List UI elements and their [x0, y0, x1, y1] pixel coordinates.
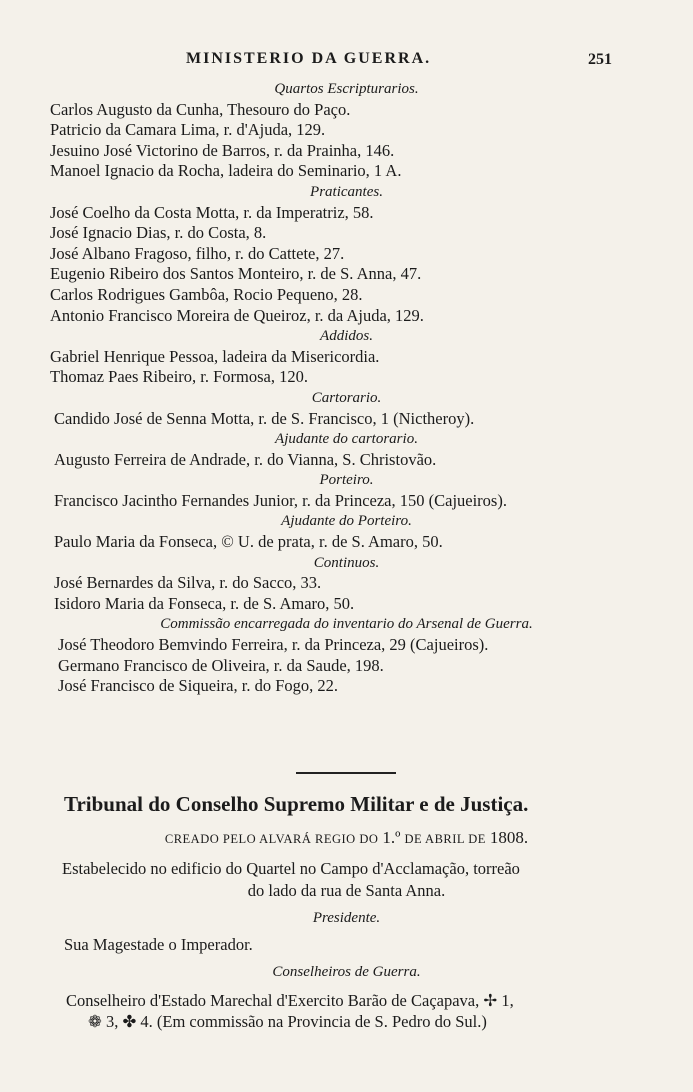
staff-entry: José Francisco de Siqueira, r. do Fogo, 22. [58, 676, 339, 696]
staff-entry: Francisco Jacintho Fernandes Junior, r. da Princeza, 150 (Cajueiros). [54, 490, 507, 510]
staff-entry: Patricio da Camara Lima, r. d'Ajuda, 129. [50, 120, 326, 140]
established-line-1: Estabelecido no edificio do Quartel no Campo d'Acclamação, torreão [62, 859, 520, 878]
conselheiros-label: Conselheiros de Guerra. [272, 964, 421, 980]
category-heading: Porteiro. [319, 472, 374, 489]
category-heading: Quartos Escripturarios. [274, 81, 419, 97]
category-heading: Praticantes. [310, 183, 383, 200]
staff-entry: Jesuino José Victorino de Barros, r. da Prainha, 146. [50, 140, 395, 160]
staff-entry: José Coelho da Costa Motta, r. da Imperatriz, 58. [50, 202, 374, 222]
running-header [0, 50, 693, 74]
staff-entry: Carlos Augusto da Cunha, Thesouro do Paço. [50, 99, 351, 119]
presidente-name: Sua Magestade o Imperador. [64, 935, 253, 954]
created-year: 1808. [489, 828, 529, 847]
page-number: 251 [588, 51, 612, 68]
staff-entry: José Bernardes da Silva, r. do Sacco, 33. [54, 573, 322, 593]
conselheiro-line-1: Conselheiro d'Estado Marechal d'Exercito Barão de Caçapava, ✢ 1, [66, 991, 514, 1010]
header-title: MINISTERIO DA GUERRA. [186, 50, 432, 67]
presidente-label: Presidente. [312, 910, 381, 926]
created-prefix: CREADO PELO ALVARÁ REGIO DO [164, 832, 379, 846]
staff-listing [0, 79, 693, 697]
category-heading: Ajudante do Porteiro. [281, 513, 412, 530]
tribunal-title: Tribunal do Conselho Supremo Militar e de Justiça. [64, 792, 529, 816]
conselheiro-line-2: ❁ 3, ✤ 4. (Em commissão na Provincia de S. Pedro do Sul.) [88, 1012, 487, 1031]
staff-entry: José Ignacio Dias, r. do Costa, 8. [50, 223, 267, 243]
staff-entry: Manoel Ignacio da Rocha, ladeira do Seminario, 1 A. [50, 161, 402, 181]
created-mid: DE ABRIL DE [404, 832, 486, 846]
category-heading: Cartorario. [311, 389, 382, 406]
category-heading: Commissão encarregada do inventario do Arsenal de Guerra. [160, 616, 533, 633]
staff-entry: Germano Francisco de Oliveira, r. da Saude, 198. [58, 655, 384, 675]
created-day: 1.º [382, 828, 401, 847]
category-heading: Ajudante do cartorario. [275, 431, 418, 448]
staff-entry: Carlos Rodrigues Gambôa, Rocio Pequeno, 28. [50, 284, 363, 304]
staff-entry: Candido José de Senna Motta, r. de S. Francisco, 1 (Nictheroy). [54, 408, 475, 428]
category-heading: Addidos. [320, 328, 373, 345]
section-divider [296, 772, 396, 774]
staff-entry: Gabriel Henrique Pessoa, ladeira da Misericordia. [50, 346, 380, 366]
staff-entry: Isidoro Maria da Fonseca, r. de S. Amaro, 50. [54, 593, 355, 613]
staff-entry: Eugenio Ribeiro dos Santos Monteiro, r. de S. Anna, 47. [50, 264, 422, 284]
staff-entry: Augusto Ferreira de Andrade, r. do Vianna, S. Christovão. [54, 449, 437, 469]
category-heading: Continuos. [313, 554, 380, 571]
staff-entry: Antonio Francisco Moreira de Queiroz, r. da Ajuda, 129. [50, 305, 424, 325]
staff-entry: José Theodoro Bemvindo Ferreira, r. da Princeza, 29 (Cajueiros). [58, 635, 489, 655]
staff-entry: Paulo Maria da Fonseca, © U. de prata, r. de S. Amaro, 50. [54, 532, 443, 552]
staff-entry: Thomaz Paes Ribeiro, r. Formosa, 120. [50, 367, 309, 387]
tribunal-created-line [0, 828, 693, 848]
staff-entry: José Albano Fragoso, filho, r. do Cattete, 27. [50, 243, 345, 263]
established-line-2: do lado da rua de Santa Anna. [247, 881, 446, 900]
